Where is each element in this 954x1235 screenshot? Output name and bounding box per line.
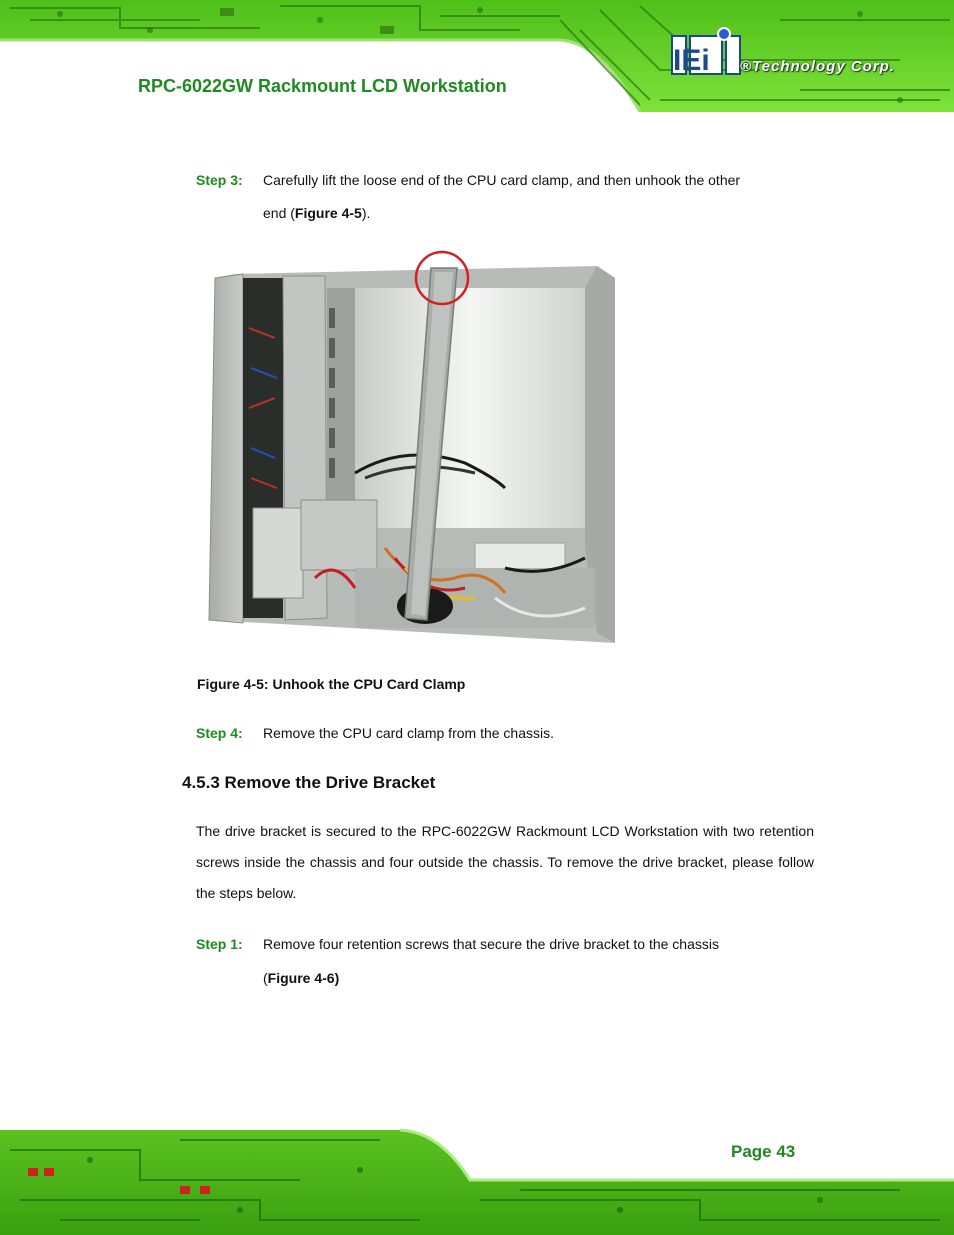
step-3-line2-prefix: end ( — [263, 205, 295, 221]
iei-logo-mark — [664, 26, 926, 86]
step-1-text-line2 — [263, 970, 339, 986]
step-3-line2-suffix: ). — [361, 205, 371, 221]
step-3-label: Step 3: — [196, 172, 243, 188]
step-1-text-line1: Remove four retention screws that secure the drive bracket to the chassis — [263, 936, 719, 952]
step-1-label: Step 1: — [196, 936, 243, 952]
figure-caption: Figure 4-5: Unhook the CPU Card Clamp — [197, 676, 466, 692]
figure-4-5-reference: Figure 4-5 — [294, 205, 362, 221]
step-3-text-line1: Carefully lift the loose end of the CPU card clamp, and then unhook the other — [263, 172, 741, 188]
chassis-photo-figure — [205, 248, 625, 648]
page-number: Page 43 — [731, 1142, 796, 1161]
step-4-label: Step 4: — [196, 725, 243, 741]
figure-4-6-reference: Figure 4-6) — [267, 970, 340, 986]
iei-logo — [664, 26, 926, 86]
logo-text: IEi — [673, 44, 710, 77]
step-3-text-line2 — [263, 205, 370, 221]
section-paragraph: The drive bracket is secured to the RPC-6022GW Rackmount LCD Workstation with two retention screws inside the chassis and four outside the chassis. To remove the drive bracket, please follow the steps below. — [196, 823, 814, 901]
step-1-line2-prefix: ( — [263, 970, 268, 986]
section-heading: 4.5.3 Remove the Drive Bracket — [182, 773, 436, 792]
step-4-text: Remove the CPU card clamp from the chassis. — [263, 725, 554, 741]
footer-pcb-banner — [0, 1120, 954, 1235]
logo-subtitle: ®Technology Corp. — [740, 58, 895, 75]
document-title: RPC-6022GW Rackmount LCD Workstation — [138, 76, 507, 96]
